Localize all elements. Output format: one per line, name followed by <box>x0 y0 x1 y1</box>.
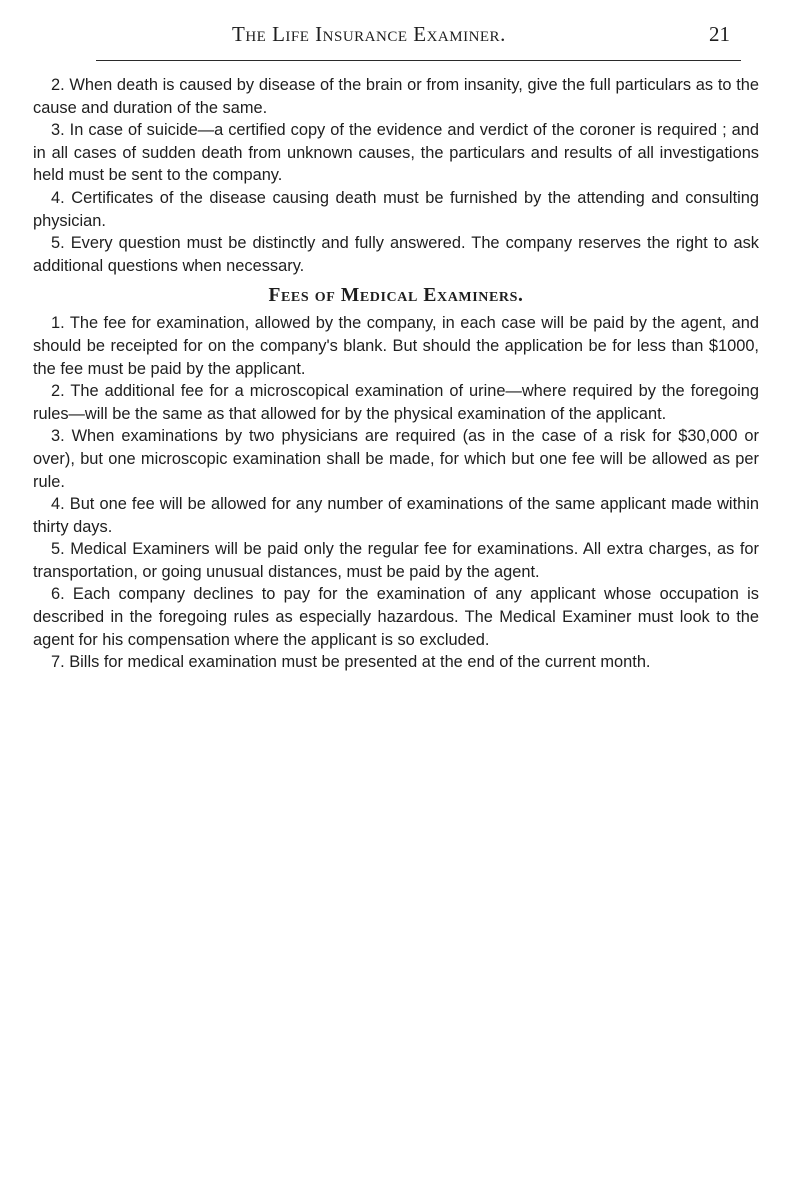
fee-item-4: 4. But one fee will be allowed for any number of examinations of the same applicant made within thirty days. <box>33 495 759 536</box>
requirement-item-3: 3. In case of suicide—a certified copy of the evidence and verdict of the coroner is required ; and in all cases of sudden death from unknown causes, the particulars and results of all investigations held must be sent to the company. <box>33 121 759 185</box>
running-title: The Life Insurance Examiner. <box>232 22 506 46</box>
section-heading-fees: Fees of Medical Examiners. <box>268 285 524 307</box>
running-head <box>96 18 736 58</box>
fee-item-6: 6. Each company declines to pay for the examination of any applicant whose occupation is described in the foregoing rules as especially hazardous. The Medical Examiner must look to the agent for his compensation where the applicant is so excluded. <box>33 585 759 649</box>
fee-item-3: 3. When examinations by two physicians are required (as in the case of a risk for $30,000 or over), but one microscopic examination shall be made, for which but one fee will be allowed as per rule. <box>33 427 759 491</box>
requirement-item-5: 5. Every question must be distinctly and fully answered. The company reserves the right to ask additional questions when necessary. <box>33 234 759 275</box>
fee-item-5: 5. Medical Examiners will be paid only the regular fee for examinations. All extra charges, as for transportation, or going unusual distances, must be paid by the agent. <box>33 540 759 581</box>
fee-item-7: 7. Bills for medical examination must be presented at the end of the current month. <box>51 653 651 672</box>
requirement-item-4: 4. Certificates of the disease causing death must be furnished by the attending and consulting physician. <box>33 188 759 230</box>
header-rule <box>96 60 741 61</box>
fee-item-1: 1. The fee for examination, allowed by the company, in each case will be paid by the agent, and should be receipted for on the company's blank. But should the application be for less than $1000, the fee must be paid by the applicant. <box>33 314 759 378</box>
page-number: 21 <box>709 22 730 46</box>
requirement-item-2: 2. When death is caused by disease of the brain or from insanity, give the full particulars as to the cause and duration of the same. <box>33 76 759 117</box>
body-text <box>33 74 759 674</box>
fee-item-2: 2. The additional fee for a microscopical examination of urine—where required by the foregoing rules—will be the same as that allowed for by the physical examination of the applicant. <box>33 382 759 423</box>
